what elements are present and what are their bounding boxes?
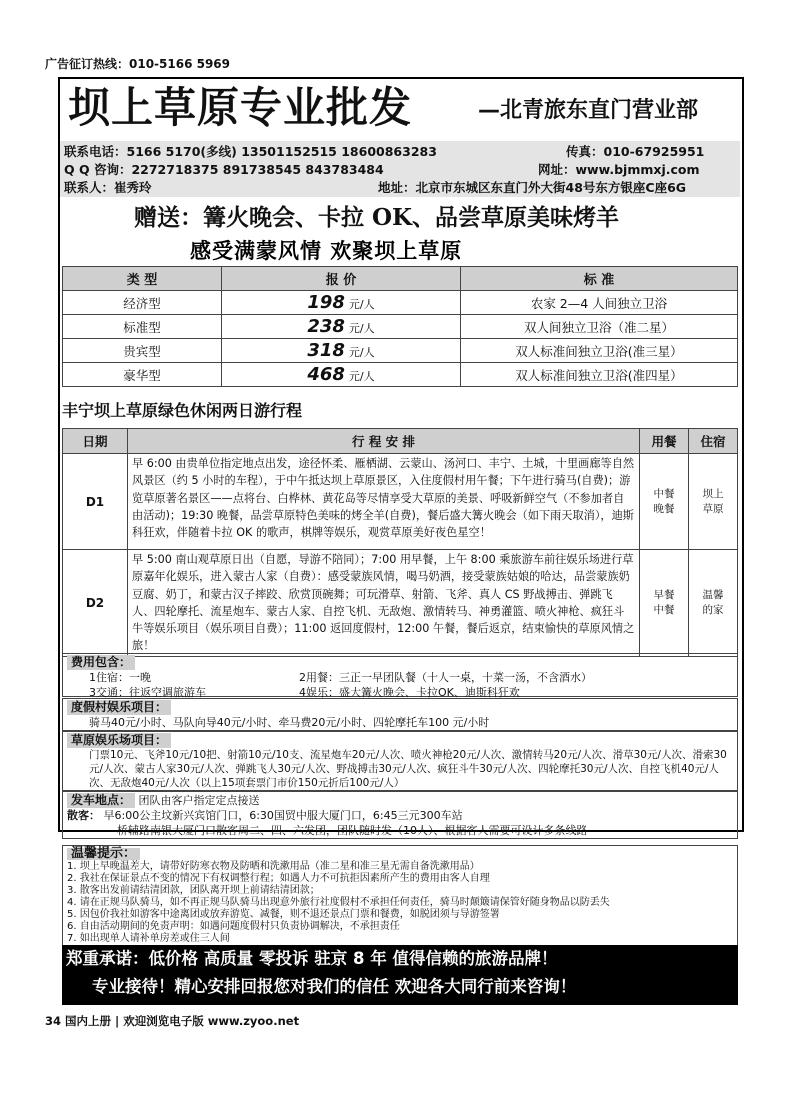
itinerary-schedule: 早 6:00 由贵单位指定地点出发，途径怀柔、雁栖湖、云蒙山、汤河口、丰宁、土城，十里画廊等自然风景区（约 5 小时的车程），于中午抵达坝上草原景区，入住度假村用午餐；下午进行骑马(自费)；游览草原著名景区——点将台、白桦林、黄花岛等尽情享受大草原的美景、呼吸新鲜空气（不参加者自由活动)；19:30 晚餐，品尝草原特色美味的烤全羊(自费)，餐后盛大篝火晚会（如下雨天取消），迪斯科狂欢，伴随着卡拉 OK 的歌声，棋牌等娱乐，观赏草原美好夜色星空！ — [128, 454, 640, 550]
fee-item: 2用餐：三正一早团队餐（十人一桌，十菜一汤，不含酒水） — [299, 671, 592, 684]
price-cell — [222, 291, 461, 315]
contact-website: 网址：www.bjmmxj.com — [538, 162, 700, 177]
price-type: 豪华型 — [63, 363, 222, 387]
price-unit: 元/人 — [348, 298, 375, 311]
tip-item: 2. 我社在保证景点不变的情况下有权调整行程；如遇人力不可抗拒因素所产生的费用由客人自理 — [67, 873, 490, 884]
itinerary-header-stay: 住宿 — [689, 429, 738, 454]
grassland-section — [62, 731, 738, 791]
price-cell — [222, 339, 461, 363]
gift-line: 赠送：篝火晚会、卡拉 OK、品尝草原美味烤羊 — [134, 204, 620, 231]
price-value: 468 — [307, 364, 345, 385]
tip-item: 4. 请在正规马队骑马，如不再正规马队骑马出现意外旅行社度假村不承担任何责任，骑马时颠簸请保管好随身物品以防丢失 — [67, 897, 610, 908]
fees-section — [62, 653, 738, 697]
slogan: 感受满蒙风情 欢聚坝上草原 — [190, 239, 463, 263]
page-footer: 34 国内上册 | 欢迎浏览电子版 www.zyoo.net — [45, 1014, 300, 1028]
promise-banner — [62, 945, 738, 1005]
promise-line2: 专业接待！精心安排回报您对我们的信任 欢迎各大同行前来咨询！ — [92, 977, 577, 996]
itinerary-header-meal: 用餐 — [640, 429, 689, 454]
price-standard: 双人间独立卫浴（准二星） — [461, 315, 738, 339]
price-header-standard: 标 准 — [461, 267, 738, 291]
itinerary-header-schedule: 行 程 安 排 — [128, 429, 640, 454]
contact-person: 联系人：崔秀玲 — [64, 180, 152, 195]
itinerary-day: D1 — [63, 454, 128, 550]
price-table-header — [63, 267, 738, 291]
ad-hotline: 广告征订热线：010-5166 5969 — [45, 57, 231, 71]
table-row — [63, 454, 738, 550]
fees-label: 费用包含： — [67, 655, 135, 670]
resort-label: 度假村娱乐项目： — [67, 700, 171, 715]
grassland-label: 草原娱乐场项目： — [67, 733, 171, 748]
tip-item: 5. 因包价我社如游客中途离团或放弃游览、减餐，则不退还景点门票和餐费，如脱团须与导游签署 — [67, 909, 500, 920]
price-unit: 元/人 — [348, 346, 375, 359]
grassland-text: 门票10元、飞斧10元/10把、射箭10元/10支、流星炮车20元/人次、喷火神枪20元/人次、激情转马20元/人次、滑草30元/人次、滑索30元/人次、蒙古人家30元/人次、弹跳飞人30元/人次、野战搏击30元/人次、疯狂斗牛30元/人次、四轮摩托30元/人次、自控飞机40元/人次、无敌炮40元/人次（以上15项套票门市价150元折后100元/人） — [89, 749, 727, 789]
table-row — [63, 363, 738, 387]
tip-item: 3. 散客出发前请结清团款，团队离开坝上前请结清团款； — [67, 885, 320, 896]
itinerary-meal: 中餐 晚餐 — [640, 454, 689, 550]
page-subtitle: —北青旅东直门营业部 — [478, 98, 699, 123]
contact-address: 地址：北京市东城区东直门外大街48号东方银座C座6G — [378, 180, 687, 195]
itinerary-day: D2 — [63, 550, 128, 657]
fee-item: 4娱乐：盛大篝火晚会、卡拉OK、迪斯科狂欢 — [299, 686, 520, 699]
departure-section — [62, 791, 738, 839]
fee-item: 1住宿：一晚 — [89, 671, 151, 684]
itinerary-stay: 坝上 草原 — [689, 454, 738, 550]
table-row — [63, 550, 738, 657]
price-type: 贵宾型 — [63, 339, 222, 363]
price-type: 经济型 — [63, 291, 222, 315]
table-row — [63, 315, 738, 339]
departure-label-text: 团队由客户指定定点接送 — [138, 794, 260, 807]
table-row — [63, 291, 738, 315]
departure-line1: 早6:00公主坟新兴宾馆门口，6:30国贸中服大厦门口，6:45三元300车站 — [103, 809, 463, 822]
contact-qq: Q Q 咨询：2272718375 891738545 843783484 — [64, 162, 384, 177]
itinerary-table — [62, 428, 738, 657]
price-type: 标准型 — [63, 315, 222, 339]
fee-item: 3交通：往返空调旅游车 — [89, 686, 206, 699]
itinerary-stay: 温馨 的家 — [689, 550, 738, 657]
price-unit: 元/人 — [348, 322, 375, 335]
price-value: 198 — [307, 292, 345, 313]
table-row — [63, 339, 738, 363]
itinerary-title: 丰宁坝上草原绿色休闲两日游行程 — [62, 401, 303, 420]
price-header-type: 类 型 — [63, 267, 222, 291]
itinerary-meal: 早餐 中餐 — [640, 550, 689, 657]
itinerary-schedule: 早 5:00 南山观草原日出（自愿，导游不陪同）；7:00 用早餐，上午 8:00 乘旅游车前往娱乐场进行草原嘉年化娱乐，进入蒙古人家（自费）：感受蒙族风情，喝马奶酒，接受蒙族姑娘的哈达，品尝蒙族奶豆腐、奶丁，和蒙古汉子摔跤、欣赏顶碗舞；可玩滑草、射箭、飞斧、真人 CS 野战搏击、弹跳飞人、四轮摩托、流星炮车、蒙古人家、自控飞机、无敌炮、激情转马、神勇灌篮、喷火神枪、疯狂斗牛等娱乐项目（娱乐项目自费）；11:00 返回度假村，12:00 午餐，餐后返京，结束愉快的草原风情之旅！ — [128, 550, 640, 657]
contact-phone: 联系电话：5166 5170(多线) 13501152515 18600863283 — [64, 144, 437, 159]
price-standard: 双人标准间独立卫浴(准三星） — [461, 339, 738, 363]
resort-section — [62, 698, 738, 731]
price-value: 238 — [307, 316, 345, 337]
itinerary-header-date: 日期 — [63, 429, 128, 454]
resort-text: 骑马40元/小时、马队向导40元/小时、牵马费20元/小时、四轮摩托车100 元/小时 — [89, 716, 490, 729]
price-value: 318 — [307, 340, 345, 361]
tip-item: 6. 自由活动期间的免责声明：如遇问题度假村只负责协调解决，不承担责任 — [67, 921, 400, 932]
tip-item: 1. 坝上早晚温差大，请带好防寒衣物及防晒和洗漱用品（准二星和准三星无需自备洗漱用品） — [67, 861, 480, 872]
tips-label: 温馨提示： — [67, 848, 140, 860]
price-cell — [222, 315, 461, 339]
price-table — [62, 266, 738, 387]
price-cell — [222, 363, 461, 387]
price-unit: 元/人 — [348, 370, 375, 383]
promise-line1: 郑重承诺：低价格 高质量 零投诉 驻京 8 年 值得信赖的旅游品牌！ — [66, 949, 558, 968]
departure-label: 发车地点： — [67, 793, 135, 808]
contact-fax: 传真：010-67925951 — [566, 144, 705, 159]
tip-item: 7. 如出现单人请补单房差或住三人间 — [67, 933, 230, 944]
itinerary-header — [63, 429, 738, 454]
price-header-price: 报 价 — [222, 267, 461, 291]
price-standard: 双人标准间独立卫浴(准四星） — [461, 363, 738, 387]
departure-line2: 桥辅路南银大厦门口散客周二、四、六发团，团队随时发（10人）、根据客人需要可设计多条线路 — [117, 824, 588, 837]
tips-section — [62, 845, 738, 950]
scatter-label: 散客： — [67, 809, 100, 822]
page-title: 坝上草原专业批发 — [68, 83, 413, 132]
price-standard: 农家 2—4 人间独立卫浴 — [461, 291, 738, 315]
